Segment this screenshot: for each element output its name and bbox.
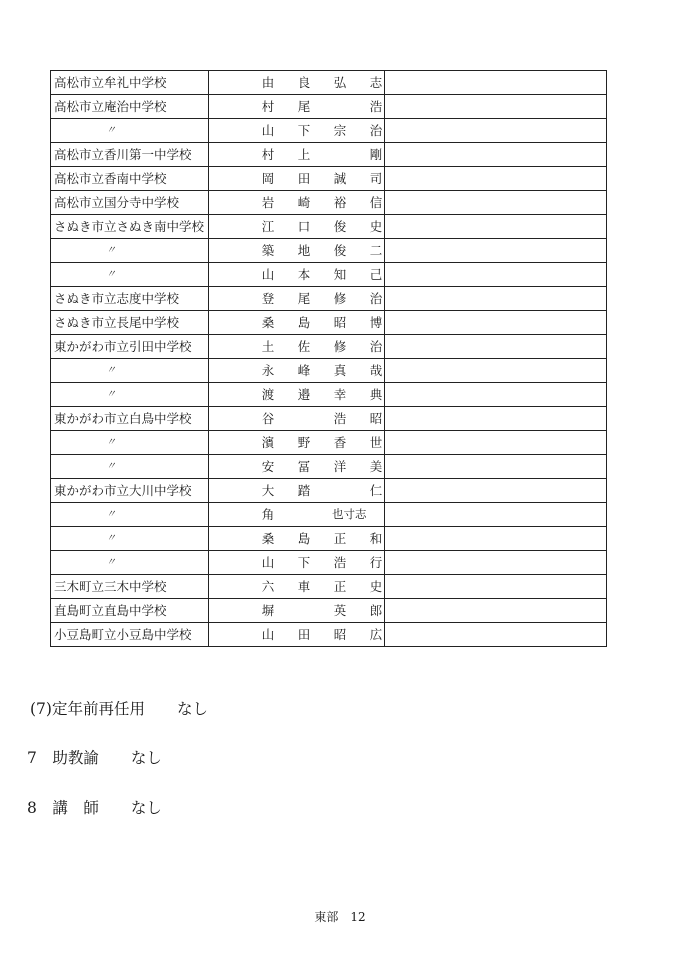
page-number: 東部 12 — [314, 910, 366, 924]
name-character: 修 — [333, 339, 347, 354]
name-character: 世 — [369, 435, 383, 450]
name-character: 岩 — [261, 195, 275, 210]
name-character: 史 — [369, 219, 383, 234]
name-character: 山 — [261, 555, 275, 570]
note-cell — [385, 575, 607, 599]
name-character: 大 — [261, 483, 275, 498]
section-reemployment — [27, 697, 208, 719]
name-character: 下 — [297, 123, 311, 138]
name-character: 正 — [333, 579, 347, 594]
name-character: 浩 — [333, 411, 347, 426]
table-row — [51, 335, 607, 359]
person-name-cell — [209, 191, 385, 215]
name-character: 佐 — [297, 339, 311, 354]
name-character: 田 — [297, 627, 311, 642]
person-name-cell — [209, 503, 385, 527]
person-name-cell — [209, 167, 385, 191]
school-name-cell: 〃 — [51, 551, 209, 575]
name-character: 村 — [261, 99, 275, 114]
person-name-cell — [209, 407, 385, 431]
name-character: 土 — [261, 339, 275, 354]
name-character: 車 — [297, 579, 311, 594]
note-cell — [385, 527, 607, 551]
name-character: 裕 — [333, 195, 347, 210]
person-name-cell — [209, 71, 385, 95]
name-character: 野 — [297, 435, 311, 450]
name-character: 真 — [333, 363, 347, 378]
name-character: 知 — [333, 267, 347, 282]
name-character: 香 — [333, 435, 347, 450]
section-lecturer — [27, 796, 162, 818]
name-character: 哉 — [369, 363, 383, 378]
table-row — [51, 575, 607, 599]
table-body — [51, 71, 607, 647]
name-character: 尾 — [297, 99, 311, 114]
table-row — [51, 359, 607, 383]
name-character: 良 — [297, 75, 311, 90]
table-row — [51, 143, 607, 167]
table-row — [51, 71, 607, 95]
note-cell — [385, 623, 607, 647]
name-character: 尾 — [297, 291, 311, 306]
name-character: 岡 — [261, 171, 275, 186]
name-character: 浩 — [369, 99, 383, 114]
school-name-cell: 〃 — [51, 527, 209, 551]
person-name-cell — [209, 383, 385, 407]
table-row — [51, 407, 607, 431]
note-cell — [385, 287, 607, 311]
section-lecturer-label: 8 講 師 — [27, 799, 99, 817]
table-row — [51, 527, 607, 551]
name-character: 本 — [297, 267, 311, 282]
person-name-cell — [209, 239, 385, 263]
name-character: 二 — [369, 243, 383, 258]
note-cell — [385, 239, 607, 263]
school-name-cell: 〃 — [51, 455, 209, 479]
school-name-cell: 直島町立直島中学校 — [51, 599, 209, 623]
name-character: 冨 — [297, 459, 311, 474]
note-cell — [385, 599, 607, 623]
name-character: 也寸志 — [332, 507, 367, 521]
name-character: 地 — [297, 243, 311, 258]
section-assistant-teacher-label: 7 助教諭 — [27, 749, 99, 767]
name-character: 剛 — [369, 147, 383, 162]
table-row — [51, 215, 607, 239]
person-name-cell — [209, 119, 385, 143]
name-character: 俊 — [333, 219, 347, 234]
person-name-cell — [209, 599, 385, 623]
section-assistant-teacher — [27, 746, 162, 768]
person-name-cell — [209, 95, 385, 119]
table-row — [51, 167, 607, 191]
name-character: 郎 — [369, 603, 383, 618]
table-row — [51, 287, 607, 311]
name-character: 登 — [261, 291, 275, 306]
name-character: 口 — [297, 219, 311, 234]
note-cell — [385, 551, 607, 575]
table-row — [51, 263, 607, 287]
name-character: 六 — [261, 579, 275, 594]
name-character: 弘 — [333, 75, 347, 90]
name-character: 島 — [297, 315, 311, 330]
school-name-cell: 〃 — [51, 239, 209, 263]
personnel-table — [50, 70, 607, 647]
note-cell — [385, 455, 607, 479]
name-character: 修 — [333, 291, 347, 306]
name-character: 誠 — [333, 171, 347, 186]
school-name-cell: 〃 — [51, 119, 209, 143]
name-character: 信 — [369, 195, 383, 210]
name-character: 由 — [261, 75, 275, 90]
name-character: 治 — [369, 339, 383, 354]
school-name-cell: 高松市立牟礼中学校 — [51, 71, 209, 95]
note-cell — [385, 71, 607, 95]
school-name-cell: 東かがわ市立白鳥中学校 — [51, 407, 209, 431]
note-cell — [385, 335, 607, 359]
name-character: 塀 — [261, 603, 275, 618]
note-cell — [385, 119, 607, 143]
name-character: 村 — [261, 147, 275, 162]
name-character: 永 — [261, 363, 275, 378]
name-character: 宗 — [333, 123, 347, 138]
name-character: 治 — [369, 291, 383, 306]
name-character: 仁 — [369, 483, 383, 498]
name-character: 山 — [261, 123, 275, 138]
name-character: 邉 — [297, 387, 311, 402]
table-row — [51, 599, 607, 623]
note-cell — [385, 191, 607, 215]
school-name-cell: 〃 — [51, 503, 209, 527]
table-row — [51, 311, 607, 335]
school-name-cell: 東かがわ市立大川中学校 — [51, 479, 209, 503]
table-row — [51, 119, 607, 143]
name-character: 英 — [333, 603, 347, 618]
school-name-cell: 〃 — [51, 263, 209, 287]
note-cell — [385, 407, 607, 431]
name-character: 美 — [369, 459, 383, 474]
person-name-cell — [209, 479, 385, 503]
name-character: 史 — [369, 579, 383, 594]
name-character: 昭 — [333, 315, 347, 330]
name-character: 濱 — [261, 435, 275, 450]
name-character: 志 — [369, 75, 383, 90]
name-character: 正 — [333, 531, 347, 546]
school-name-cell: 東かがわ市立引田中学校 — [51, 335, 209, 359]
table-row — [51, 239, 607, 263]
school-name-cell: さぬき市立志度中学校 — [51, 287, 209, 311]
name-character: 上 — [297, 147, 311, 162]
school-name-cell: 高松市立香南中学校 — [51, 167, 209, 191]
person-name-cell — [209, 263, 385, 287]
note-cell — [385, 479, 607, 503]
name-character: 築 — [261, 243, 275, 258]
note-cell — [385, 503, 607, 527]
table-row — [51, 503, 607, 527]
table-row — [51, 623, 607, 647]
section-reemployment-value: なし — [176, 700, 208, 718]
person-name-cell — [209, 311, 385, 335]
name-character: 峰 — [297, 363, 311, 378]
name-character: 渡 — [261, 387, 275, 402]
section-assistant-teacher-value: なし — [130, 749, 162, 767]
note-cell — [385, 167, 607, 191]
person-name-cell — [209, 431, 385, 455]
section-lecturer-value: なし — [130, 799, 162, 817]
table-row — [51, 479, 607, 503]
table-row — [51, 551, 607, 575]
note-cell — [385, 311, 607, 335]
person-name-cell — [209, 335, 385, 359]
person-name-cell — [209, 575, 385, 599]
person-name-cell — [209, 527, 385, 551]
name-character: 昭 — [369, 411, 383, 426]
person-name-cell — [209, 287, 385, 311]
person-name-cell — [209, 143, 385, 167]
name-character: 桑 — [261, 315, 275, 330]
table-row — [51, 95, 607, 119]
name-character: 俊 — [333, 243, 347, 258]
table-row — [51, 431, 607, 455]
name-character: 安 — [261, 459, 275, 474]
name-character: 昭 — [333, 627, 347, 642]
school-name-cell: 高松市立庵治中学校 — [51, 95, 209, 119]
note-cell — [385, 431, 607, 455]
name-character: 島 — [297, 531, 311, 546]
name-character: 江 — [261, 219, 275, 234]
note-cell — [385, 383, 607, 407]
name-character: 山 — [261, 627, 275, 642]
name-character: 浩 — [333, 555, 347, 570]
name-character: 治 — [369, 123, 383, 138]
school-name-cell: 高松市立香川第一中学校 — [51, 143, 209, 167]
school-name-cell: 小豆島町立小豆島中学校 — [51, 623, 209, 647]
school-name-cell: さぬき市立長尾中学校 — [51, 311, 209, 335]
person-name-cell — [209, 455, 385, 479]
note-cell — [385, 215, 607, 239]
name-character: 博 — [369, 315, 383, 330]
table-row — [51, 455, 607, 479]
person-name-cell — [209, 623, 385, 647]
name-character: 典 — [369, 387, 383, 402]
school-name-cell: さぬき市立さぬき南中学校 — [51, 215, 209, 239]
name-character: 幸 — [333, 387, 347, 402]
name-character: 下 — [297, 555, 311, 570]
name-character: 山 — [261, 267, 275, 282]
name-character: 桑 — [261, 531, 275, 546]
school-name-cell: 〃 — [51, 383, 209, 407]
name-character: 谷 — [261, 411, 275, 426]
table-row — [51, 191, 607, 215]
section-reemployment-label: (7)定年前再任用 — [30, 700, 145, 718]
school-name-cell: 高松市立国分寺中学校 — [51, 191, 209, 215]
note-cell — [385, 143, 607, 167]
name-character: 踏 — [297, 483, 311, 498]
school-name-cell: 〃 — [51, 431, 209, 455]
note-cell — [385, 359, 607, 383]
name-character: 和 — [369, 531, 383, 546]
school-name-cell: 三木町立三木中学校 — [51, 575, 209, 599]
name-character: 己 — [369, 267, 383, 282]
name-character: 広 — [369, 627, 383, 642]
person-name-cell — [209, 551, 385, 575]
name-character: 角 — [261, 507, 275, 522]
note-cell — [385, 95, 607, 119]
name-character: 行 — [369, 555, 383, 570]
person-name-cell — [209, 359, 385, 383]
note-cell — [385, 263, 607, 287]
name-character: 田 — [297, 171, 311, 186]
name-character: 司 — [369, 171, 383, 186]
person-name-cell — [209, 215, 385, 239]
school-name-cell: 〃 — [51, 359, 209, 383]
table-row — [51, 383, 607, 407]
name-character: 崎 — [297, 195, 311, 210]
name-character: 洋 — [333, 459, 347, 474]
